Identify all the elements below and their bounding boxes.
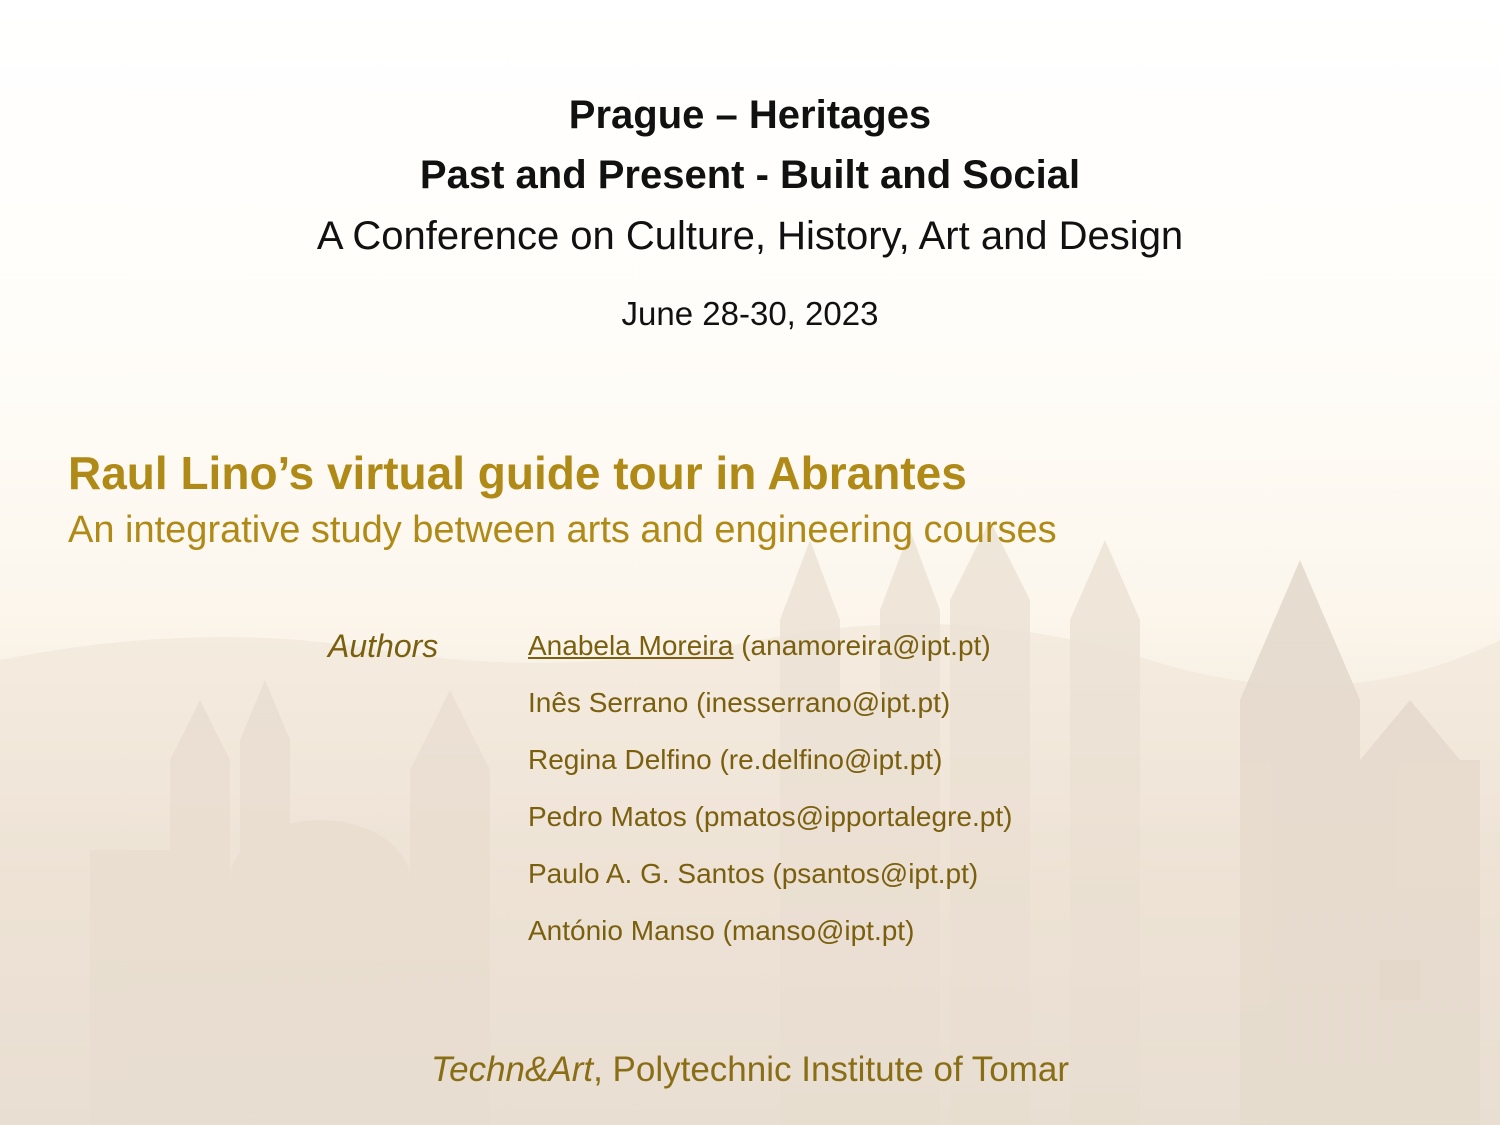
paper-title: Raul Lino’s virtual guide tour in Abrantes <box>68 447 967 499</box>
author-name: Paulo A. G. Santos <box>528 858 765 889</box>
institution-line <box>0 1050 1500 1090</box>
conference-title-line2: Past and Present - Built and Social <box>419 153 1081 197</box>
author-email: (pmatos@ipportalegre.pt) <box>694 801 1013 832</box>
author-name: Inês Serrano <box>528 687 689 718</box>
author-item <box>528 628 1012 685</box>
conference-subtitle: A Conference on Culture, History, Art and Design <box>316 214 1184 258</box>
author-email: (anamoreira@ipt.pt) <box>741 630 991 661</box>
authors-label: Authors <box>328 628 439 664</box>
paper-subtitle: An integrative study between arts and engineering courses <box>68 509 1057 551</box>
author-email: (psantos@ipt.pt) <box>772 858 979 889</box>
author-list <box>528 628 1012 970</box>
institution-unit: Techn&Art <box>430 1050 594 1089</box>
author-email: (manso@ipt.pt) <box>722 915 915 946</box>
author-email: (re.delfino@ipt.pt) <box>719 744 943 775</box>
conference-title-line1: Prague – Heritages <box>568 93 932 137</box>
author-item <box>528 685 1012 742</box>
author-item <box>528 799 1012 856</box>
author-name-link[interactable]: Anabela Moreira <box>528 630 734 661</box>
author-name: Pedro Matos <box>528 801 687 832</box>
author-item <box>528 913 1012 970</box>
author-name: António Manso <box>528 915 715 946</box>
author-item <box>528 856 1012 913</box>
author-name: Regina Delfino <box>528 744 712 775</box>
author-email: (inesserrano@ipt.pt) <box>696 687 951 718</box>
author-item <box>528 742 1012 799</box>
conference-dates: June 28-30, 2023 <box>621 295 879 332</box>
institution-name: , Polytechnic Institute of Tomar <box>593 1050 1070 1089</box>
